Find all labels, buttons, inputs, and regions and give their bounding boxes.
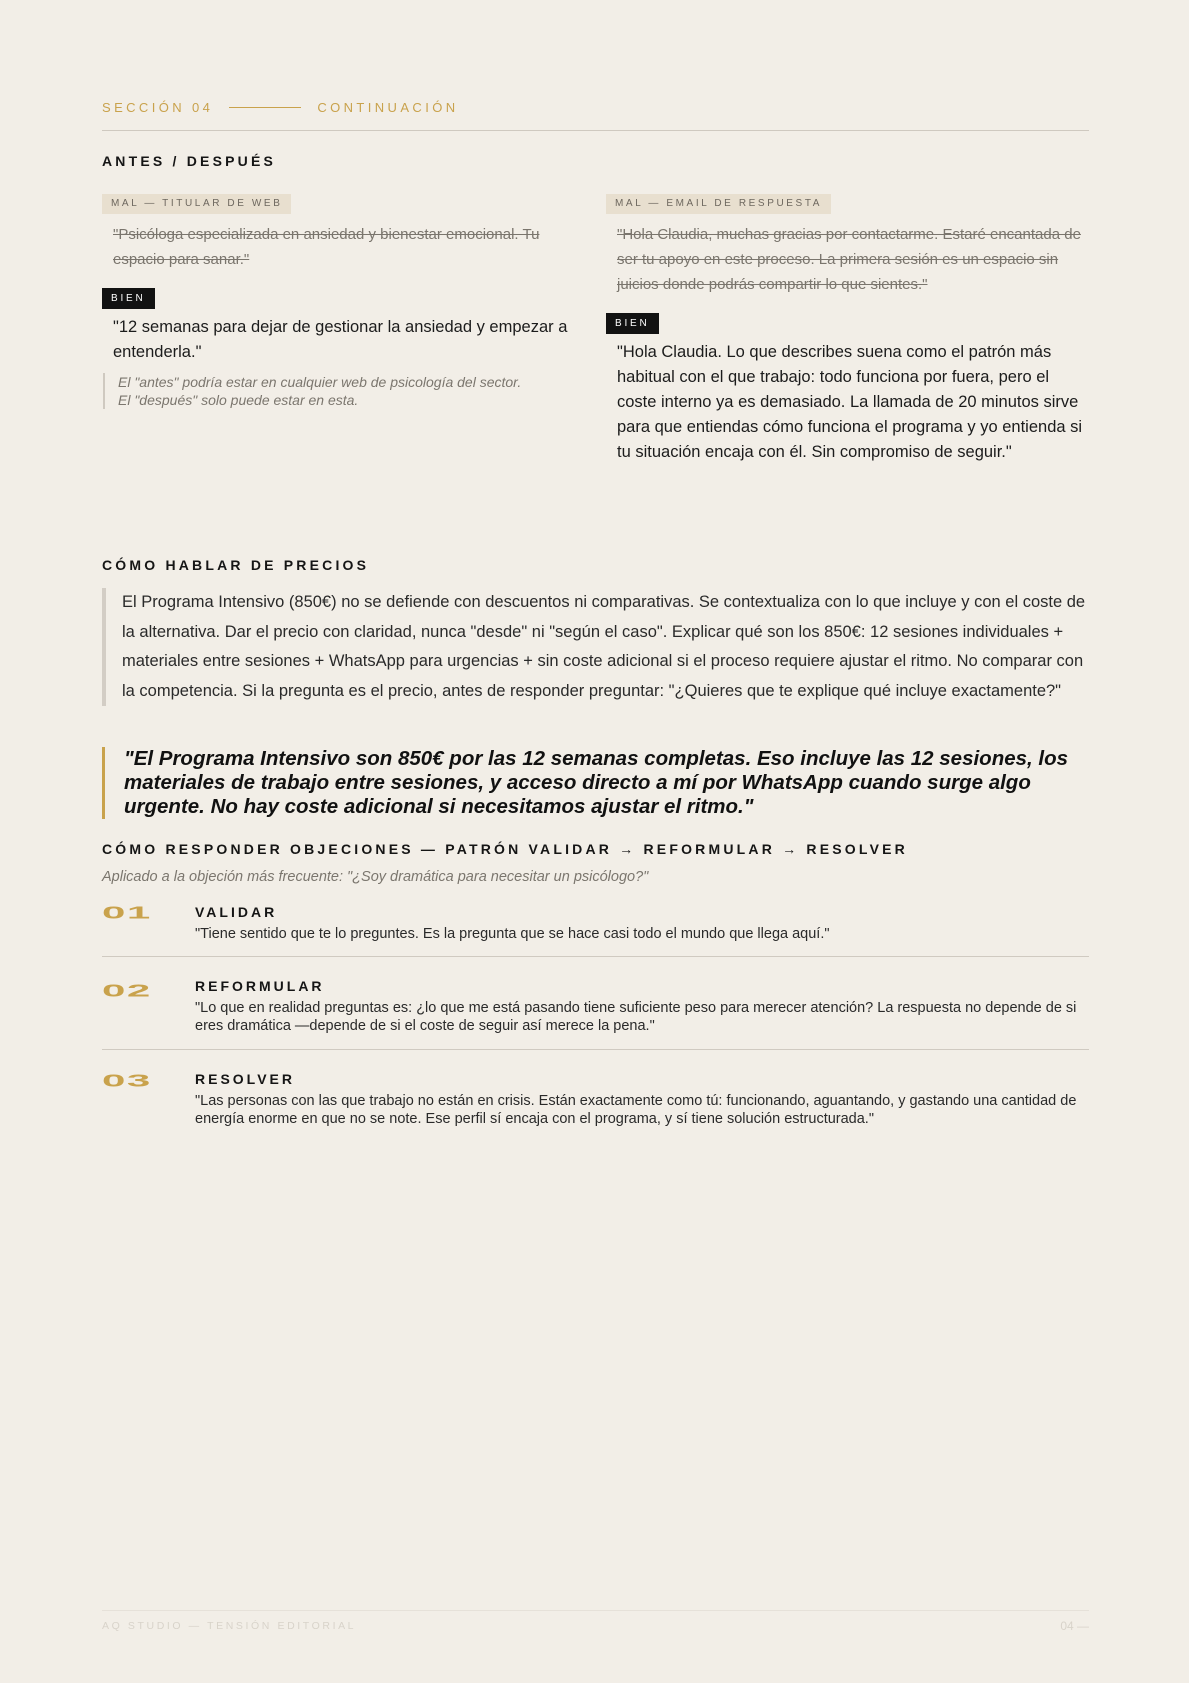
step-validar <box>102 900 1089 957</box>
good-tag-web-title: BIEN <box>102 288 155 309</box>
before-after-right-column <box>606 193 1086 465</box>
step-title: RESOLVER <box>195 1071 295 1087</box>
step-text: "Las personas con las que trabajo no están en crisis. Están exactamente como tú: funcionando, aguantando, y gastando una cantidad de energía enorme en que no se note. Ese perfil sí encaja con el programa, y sí tiene solución estructurada." <box>195 1093 1077 1127</box>
header-divider <box>229 107 301 108</box>
good-example-web-title: "12 semanas para dejar de gestionar la ansiedad y empezar a entenderla." <box>113 318 568 361</box>
section-number: SECCIÓN 04 <box>102 100 214 115</box>
section-header <box>102 100 1089 115</box>
objection-steps <box>102 900 1089 1140</box>
note-line-1: El "antes" podría estar en cualquier web de psicología del sector. <box>118 374 522 390</box>
pricing-quote: "El Programa Intensivo son 850€ por las 12 semanas completas. Eso incluye las 12 sesiones, los materiales de trabajo entre sesiones, y acceso directo a mí por WhatsApp cuando surge algo urgente. No hay coste adicional si necesitamos ajustar el ritmo." <box>102 747 1089 819</box>
good-example-email: "Hola Claudia. Lo que describes suena como el patrón más habitual con el que trabajo: todo funciona por fuera, pero el coste interno ya es demasiado. La llamada de 20 minutos sirve para que entiendas cómo funciona el programa y yo entienda si tu situación encaja con él. Sin compromiso de seguir." <box>617 343 1083 461</box>
document-page <box>102 0 1089 1683</box>
section-continuation: CONTINUACIÓN <box>317 100 459 115</box>
comparison-note <box>103 373 582 409</box>
pricing-heading: CÓMO HABLAR DE PRECIOS <box>102 557 370 573</box>
bad-example-email: "Hola Claudia, muchas gracias por contactarme. Estaré encantada de ser tu apoyo en este proceso. La primera sesión es un espacio sin juicios donde podrás compartir lo que sientes." <box>617 226 1081 293</box>
pricing-body: El Programa Intensivo (850€) no se defiende con descuentos ni comparativas. Se contextualiza con lo que incluye y con el coste de la alternativa. Dar el precio con claridad, nunca "desde" ni "según el caso". Explicar qué son los 850€: 12 sesiones individuales + materiales entre sesiones + WhatsApp para urgencias + sin coste adicional si el proceso requiere ajustar el ritmo. No comparar con la competencia. Si la pregunta es el precio, antes de responder preguntar: "¿Quieres que te explique qué incluye exactamente?" <box>102 588 1089 706</box>
step-resolver <box>102 1050 1089 1140</box>
bad-tag-web-title: MAL — TITULAR DE WEB <box>102 194 291 214</box>
step-number: 01 <box>102 903 152 923</box>
bad-example-web-title: "Psicóloga especializada en ansiedad y bienestar emocional. Tu espacio para sanar." <box>113 226 540 268</box>
footer-rule <box>102 1610 1089 1611</box>
header-rule <box>102 130 1089 131</box>
step-title: VALIDAR <box>195 904 278 920</box>
footer-brand: AQ STUDIO — TENSIÓN EDITORIAL <box>102 1620 357 1632</box>
step-reformular <box>102 957 1089 1050</box>
bad-tag-email: MAL — EMAIL DE RESPUESTA <box>606 194 831 214</box>
step-number: 03 <box>102 1071 152 1091</box>
step-text: "Tiene sentido que te lo preguntes. Es la pregunta que se hace casi todo el mundo que llega aquí." <box>195 926 830 942</box>
step-text: "Lo que en realidad preguntas es: ¿lo que me está pasando tiene suficiente peso para merecer atención? La respuesta no depende de si eres dramática —depende de si el coste de seguir así merece la pena." <box>195 1000 1077 1034</box>
before-after-heading: ANTES / DESPUÉS <box>102 153 277 169</box>
objections-heading: CÓMO RESPONDER OBJECIONES — PATRÓN VALIDAR → REFORMULAR → RESOLVER <box>102 841 908 857</box>
good-tag-email: BIEN <box>606 313 659 334</box>
step-number: 02 <box>102 981 152 1001</box>
before-after-left-column <box>102 193 582 409</box>
step-title: REFORMULAR <box>195 978 325 994</box>
page-number: 04 — <box>1060 1619 1089 1633</box>
note-line-2: El "después" solo puede estar en esta. <box>118 392 359 408</box>
objections-subtitle: Aplicado a la objeción más frecuente: "¿Soy dramática para necesitar un psicólogo?" <box>102 869 649 885</box>
